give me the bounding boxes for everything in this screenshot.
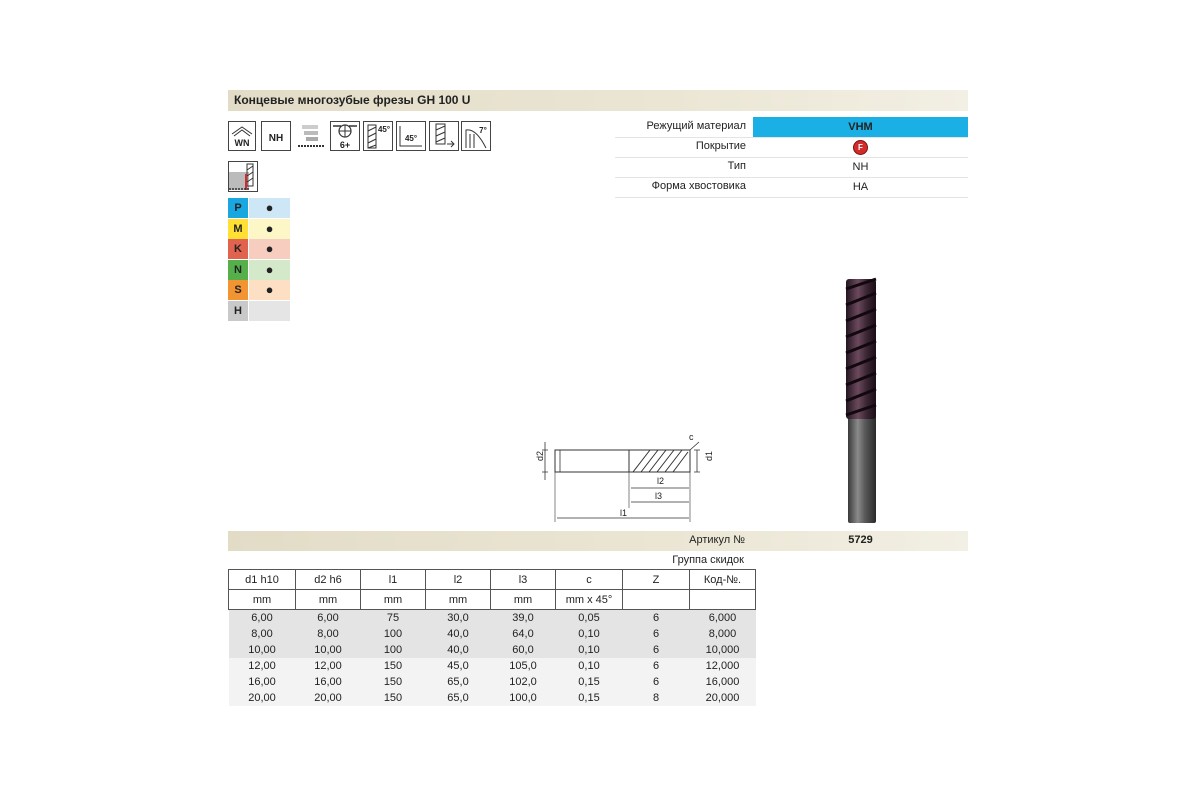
column-header: l1 (361, 570, 426, 590)
material-mark (249, 301, 290, 321)
page-title: Концевые многозубые фрезы GH 100 U (234, 93, 471, 107)
table-cell: 10,00 (296, 642, 361, 658)
table-cell: 6 (623, 674, 690, 690)
prop-label: Покрытие (695, 140, 746, 152)
material-mark: ● (249, 239, 290, 259)
material-letter: M (228, 219, 248, 239)
table-cell: 0,05 (556, 610, 623, 627)
coating-badge-icon: F (853, 140, 868, 155)
table-cell: 10,000 (690, 642, 756, 658)
nh-label: NH (268, 133, 284, 144)
end-mill-photo (830, 275, 880, 525)
plunge-icon (429, 121, 459, 151)
material-letter: S (228, 280, 248, 300)
table-cell: 16,000 (690, 674, 756, 690)
column-header: d1 h10 (229, 570, 296, 590)
table-cell: 150 (361, 658, 426, 674)
prop-value: HA (852, 181, 869, 193)
clearance-label: 7° (479, 126, 487, 135)
chamfer-label: 45° (404, 134, 418, 143)
nh-icon (261, 121, 291, 151)
table-row (229, 626, 756, 642)
prop-cutting-material (615, 117, 968, 138)
spec-header-row (229, 570, 756, 590)
article-bar (228, 531, 968, 551)
label-l2: l2 (657, 476, 665, 486)
table-cell: 16,00 (229, 674, 296, 690)
label-d1: d1 (704, 450, 714, 461)
table-cell: 0,10 (556, 626, 623, 642)
table-cell: 6 (623, 626, 690, 642)
table-row (229, 690, 756, 706)
material-letter: P (228, 198, 248, 218)
table-cell: 8,000 (690, 626, 756, 642)
column-header: Z (623, 570, 690, 590)
table-cell: 6 (623, 642, 690, 658)
table-cell: 100 (361, 626, 426, 642)
column-unit: mm x 45° (556, 590, 623, 610)
table-cell: 64,0 (491, 626, 556, 642)
prop-value-vhm: VHM (753, 117, 968, 137)
table-cell: 6,00 (229, 610, 296, 627)
prop-shank-form (615, 177, 968, 198)
table-cell: 102,0 (491, 674, 556, 690)
helix-label: 45° (377, 125, 391, 134)
column-header: l3 (491, 570, 556, 590)
column-header: c (556, 570, 623, 590)
prop-type (615, 157, 968, 178)
table-cell: 8 (623, 690, 690, 706)
table-cell: 30,0 (426, 610, 491, 627)
technical-drawing (525, 430, 725, 525)
side-milling-icon (228, 161, 258, 192)
column-unit: mm (361, 590, 426, 610)
surface-roughness-icon (296, 121, 326, 151)
table-cell: 12,00 (296, 658, 361, 674)
column-unit (690, 590, 756, 610)
column-unit (623, 590, 690, 610)
table-cell: 6 (623, 658, 690, 674)
table-cell: 75 (361, 610, 426, 627)
table-cell: 20,00 (229, 690, 296, 706)
column-header: l2 (426, 570, 491, 590)
table-row (229, 658, 756, 674)
table-cell: 40,0 (426, 626, 491, 642)
prop-value: NH (852, 161, 869, 173)
material-row (228, 219, 290, 239)
column-header: Код-№. (690, 570, 756, 590)
prop-coating (615, 137, 968, 158)
table-cell: 10,00 (229, 642, 296, 658)
table-cell: 65,0 (426, 674, 491, 690)
spec-units-row (229, 590, 756, 610)
flutes-label: 6+ (339, 140, 351, 150)
clearance-angle-icon (461, 121, 491, 151)
table-cell: 0,15 (556, 690, 623, 706)
label-d2: d2 (535, 450, 545, 461)
table-row (229, 674, 756, 690)
prop-label: Форма хвостовика (651, 180, 746, 192)
table-cell: 60,0 (491, 642, 556, 658)
material-letter: H (228, 301, 248, 321)
material-mark: ● (249, 280, 290, 300)
table-cell: 12,00 (229, 658, 296, 674)
material-letter: N (228, 260, 248, 280)
material-mark: ● (249, 198, 290, 218)
article-number: 5729 (848, 534, 873, 546)
table-row (229, 642, 756, 658)
table-cell: 8,00 (229, 626, 296, 642)
prop-label: Тип (727, 160, 746, 172)
table-cell: 105,0 (491, 658, 556, 674)
column-unit: mm (296, 590, 361, 610)
table-cell: 150 (361, 690, 426, 706)
column-unit: mm (229, 590, 296, 610)
material-row (228, 198, 290, 218)
column-unit: mm (426, 590, 491, 610)
chamfer-icon (396, 121, 426, 151)
helix-angle-icon (363, 121, 393, 151)
table-cell: 100,0 (491, 690, 556, 706)
table-cell: 65,0 (426, 690, 491, 706)
title-bar (228, 90, 968, 111)
table-cell: 45,0 (426, 658, 491, 674)
material-letter: K (228, 239, 248, 259)
table-cell: 6,00 (296, 610, 361, 627)
table-cell: 100 (361, 642, 426, 658)
prop-value-coating (753, 137, 968, 157)
material-mark: ● (249, 219, 290, 239)
flutes-icon (330, 121, 360, 151)
label-l1: l1 (620, 508, 628, 518)
wn-label: WN (234, 138, 250, 148)
label-l3: l3 (655, 491, 663, 501)
table-cell: 0,10 (556, 658, 623, 674)
column-header: d2 h6 (296, 570, 361, 590)
prop-label: Режущий материал (646, 120, 746, 132)
table-cell: 20,00 (296, 690, 361, 706)
wn-icon (228, 121, 256, 151)
table-cell: 6,000 (690, 610, 756, 627)
material-row (228, 280, 290, 300)
table-cell: 150 (361, 674, 426, 690)
label-c: c (689, 432, 694, 442)
material-row (228, 301, 290, 321)
table-cell: 0,15 (556, 674, 623, 690)
table-cell: 16,00 (296, 674, 361, 690)
material-row (228, 239, 290, 259)
table-cell: 6 (623, 610, 690, 627)
spec-table (228, 569, 756, 706)
material-mark: ● (249, 260, 290, 280)
table-cell: 8,00 (296, 626, 361, 642)
article-label: Артикул № (689, 534, 745, 546)
discount-group-label: Группа скидок (672, 554, 744, 566)
table-cell: 39,0 (491, 610, 556, 627)
table-cell: 20,000 (690, 690, 756, 706)
table-cell: 40,0 (426, 642, 491, 658)
table-cell: 12,000 (690, 658, 756, 674)
column-unit: mm (491, 590, 556, 610)
table-cell: 0,10 (556, 642, 623, 658)
table-row (229, 610, 756, 627)
material-row (228, 260, 290, 280)
